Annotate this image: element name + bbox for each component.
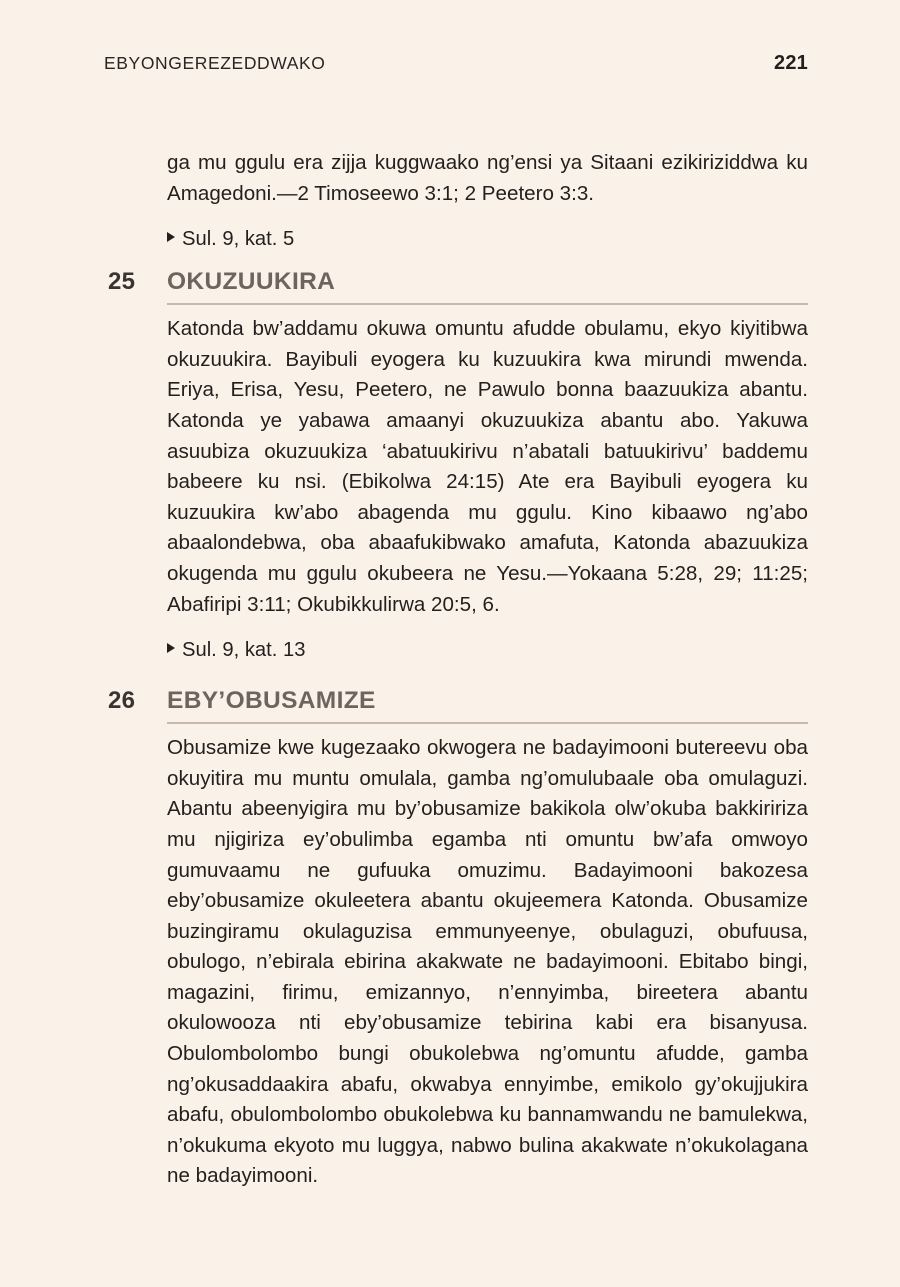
section-body: Katonda bw’addamu okuwa omuntu afudde obulamu, ekyo kiyitibwa okuzuukira. Bayibuli eyogera ku kuzuukira kwa mirundi mwenda. Eriya, Erisa, Yesu, Peetero, ne Pawulo bonna baazuukiza abantu. Katonda ye yabawa amaanyi okuzuukiza abantu abo. Yakuwa asuubiza okuzuukiza ‘abatuukirivu n’abatali batuukirivu’ baddemu babeere ku nsi. (Ebikolwa 24:15) Ate era Bayibuli eyogera ku kuzuukira kw’abo abagenda mu ggulu. Kino kibaawo ng’abo abaalondebwa, oba abaafukibwako amafuta, Katonda abazuukiza okugenda mu ggulu okubeera ne Yesu.—Yokaana 5:28, 29; 11:25; Abafiripi 3:11; Okubikkulirwa 20:5, 6. (167, 317, 808, 616)
section-heading (108, 267, 808, 314)
triangle-bullet-icon (167, 232, 175, 242)
section-rule (167, 722, 808, 724)
section-number: 25 (108, 268, 136, 296)
page-number: 221 (774, 52, 808, 74)
running-header (104, 52, 808, 80)
section-heading (108, 686, 808, 733)
triangle-bullet-icon (167, 643, 175, 653)
section-title-wrap (167, 686, 808, 733)
section-number: 26 (108, 687, 136, 715)
cross-reference-text: Sul. 9, kat. 5 (182, 228, 295, 251)
running-header-title: EBYONGEREZEDDWAKO (104, 53, 326, 73)
section-rule (167, 303, 808, 305)
cross-reference-line (167, 209, 808, 255)
cross-reference-text: Sul. 9, kat. 13 (182, 639, 306, 662)
section-body: Obusamize kwe kugezaako okwogera ne badayimooni butereevu oba okuyitira mu muntu omulala, gamba ng’omulubaale oba omulaguzi. Abantu abeenyigira mu by’obusamize bakikola olw’okuba bakkiririza mu njigiriza ey’obulimba egamba nti omuntu bw’afa omwoyo gumuvaamu ne gufuuka omuzimu. Badayimooni bakozesa eby’obusamize okuleetera abantu okujeemera Katonda. Obusamize buzingiramu okulaguzisa emmunyeenye, obulaguzi, obufuusa, obulogo, n’ebirala ebirina akakwate ne badayimooni. Ebitabo bingi, magazini, firimu, emizannyo, n’ennyimba, bireetera abantu okulowooza nti eby’obusamize tebirina kabi era bisanyusa. Obulombolombo bungi obukolebwa ng’omuntu afudde, gamba ng’okusaddaakira abafu, okwabya ennyimbe, emikolo gy’okujjukira abafu, obulombolombo obukolebwa ku bannamwandu ne bamulekwa, n’okukuma ekyoto mu luggya, nabwo bulina akakwate n’okukolagana ne badayimooni. (167, 736, 808, 1188)
text-column (108, 148, 808, 1192)
section-title: EBY’OBUSAMIZE (167, 687, 376, 715)
continued-paragraph: ga mu ggulu era zijja kuggwaako ng’ensi ya Sitaani ezikiriziddwa ku Amagedoni.—2 Timoseewo 3:1; 2 Peetero 3:3. (167, 151, 808, 205)
section-25 (108, 267, 808, 666)
section-26 (108, 686, 808, 1192)
cross-reference-line (167, 620, 808, 666)
section-title: OKUZUUKIRA (167, 268, 336, 296)
section-title-wrap (167, 267, 808, 314)
